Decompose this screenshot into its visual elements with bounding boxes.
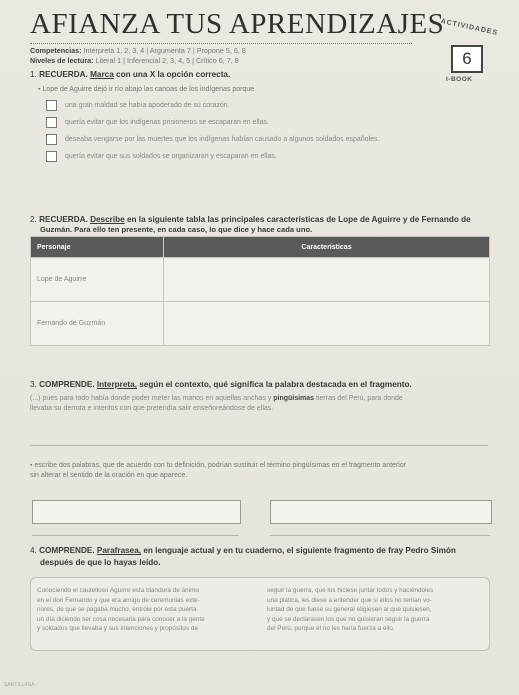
passage-line: en el don Fernando y que era amigo de ceremonias exte- <box>37 596 200 604</box>
q1-prompt-verb: Marca <box>90 70 114 79</box>
highlighted-word: pingüísimas <box>273 395 315 402</box>
q1-option[interactable] <box>46 117 269 128</box>
table-cell-personaje: Lope de Aguirre <box>31 258 164 302</box>
q3-action: COMPRENDE. <box>39 380 95 389</box>
table-cell-caracteristicas-input[interactable] <box>164 302 490 346</box>
passage-right-column <box>267 586 433 634</box>
word-answer-box-2[interactable] <box>270 500 492 524</box>
q2-prompt-verb: Describe <box>90 215 125 224</box>
answer-line[interactable] <box>30 445 488 446</box>
publisher-mark: SANTILLANA <box>4 682 35 688</box>
answer-line[interactable] <box>32 535 239 536</box>
table-row <box>31 302 490 346</box>
competencias-label: Competencias: <box>30 46 82 55</box>
table-row <box>31 258 490 302</box>
q2-number: 2. <box>30 215 37 224</box>
competencias-text: Interpreta 1, 2, 3, 4 | Argumenta 7 | Propone 5, 6, 8 <box>83 46 246 55</box>
passage-line: y soldados que llevaba y sus intenciones y propósitos de <box>37 625 198 633</box>
q3-prompt: según el contexto, qué significa la palabra destacada en el fragmento. <box>139 380 412 389</box>
q3-number: 3. <box>30 380 37 389</box>
q2-action: RECUERDA. <box>39 215 88 224</box>
table-cell-personaje: Fernando de Guzmán <box>31 302 164 346</box>
q4-prompt-line2: después de que lo hayas leído. <box>40 558 161 567</box>
q2-prompt-line2: Guzmán. Para ello ten presente, en cada caso, lo que dice y hace cada uno. <box>40 225 313 234</box>
excerpt-line2: llevaba su derrota e intentos con que pretendía salir enseñoreándose de ellas. <box>30 405 274 412</box>
q2-heading-line2 <box>40 225 312 234</box>
table-cell-caracteristicas-input[interactable] <box>164 258 490 302</box>
title-divider <box>30 43 412 44</box>
q2-prompt: en la siguiente tabla las principales características de Lope de Aguirre y de Fernando de <box>126 215 471 224</box>
competencias-line <box>30 46 246 55</box>
niveles-line <box>30 56 239 65</box>
characters-table <box>30 236 490 346</box>
checkbox[interactable] <box>46 151 57 162</box>
q1-option-text: quería evitar que los indígenas prisioneros se escaparan en ellas. <box>65 119 269 126</box>
q4-action: COMPRENDE. <box>39 546 95 555</box>
passage-line: del Perú, porque él no les haría fuerza a ello. <box>267 625 395 633</box>
q1-statement-text: Lope de Aguirre dejó ir río abajo las canoas de los indígenas porque <box>42 86 255 93</box>
q1-option[interactable] <box>46 100 230 111</box>
niveles-text: Literal 1 | Inferencial 2, 3, 4, 5 | Crítico 6, 7, 8 <box>95 56 239 65</box>
passage-line: un día diciendo ser cosa necesaria para conocer a la gente <box>37 615 205 623</box>
passage-line: seguir la guerra, que los hiciese juntar todos y haciéndoles <box>267 587 434 594</box>
q1-number: 1. <box>30 70 37 79</box>
excerpt-before: (...) pues para todo había donde poder meter las manos en aquellas anchas y <box>30 395 272 402</box>
q4-prompt-verb: Parafrasea, <box>96 546 142 555</box>
bullet-icon: ▪ <box>38 86 41 93</box>
q4-prompt: en lenguaje actual y en tu cuaderno, el siguiente fragmento de fray Pedro Simón <box>143 546 456 555</box>
badge-book: I-BOOK <box>446 76 473 83</box>
passage-line: una plática, les diese a entender que si ellos no tenían vo- <box>267 596 432 604</box>
passage-line: riores, de que se pagaba mucho, entróle por esta puerta <box>37 606 197 614</box>
checkbox[interactable] <box>46 134 57 145</box>
checkbox[interactable] <box>46 100 57 111</box>
excerpt-after: tierras del Perú, para donde <box>316 395 403 402</box>
passage-line: luntad de que fuese su general eligiesen al que quisiesen, <box>267 606 432 614</box>
passage-left-column <box>37 586 205 634</box>
bullet-icon: ▪ <box>30 462 33 469</box>
activities-badge <box>439 17 500 86</box>
q3-heading <box>30 380 412 389</box>
q4-heading <box>30 546 456 555</box>
answer-line[interactable] <box>270 535 490 536</box>
q3-prompt-verb: Interpreta, <box>96 380 137 389</box>
q2-heading <box>30 215 471 224</box>
q1-option-text: deseaba vengarse por las muertes que los indígenas habían causado a algunos soldados españoles. <box>65 136 380 143</box>
q3-subprompt <box>30 462 406 469</box>
word-answer-box-1[interactable] <box>32 500 241 524</box>
q1-heading <box>30 70 230 79</box>
page-title: AFIANZA TUS APRENDIZAJES <box>30 8 445 40</box>
q1-option[interactable] <box>46 134 379 145</box>
q3-subprompt-line2: sin alterar el sentido de la oración en que aparece. <box>30 472 188 479</box>
q1-option-text: quería evitar que sus soldados se organizaran y escaparan en ellas. <box>65 153 277 160</box>
q3-subprompt-text: escribe dos palabras, que de acuerdo con tu definición, podrían sustituir el término pingüísimas en el fragmento anterior <box>34 462 407 469</box>
simon-passage <box>30 577 490 651</box>
table-header-personaje: Personaje <box>31 237 164 258</box>
q3-excerpt <box>30 394 480 414</box>
q1-prompt: con una X la opción correcta. <box>116 70 231 79</box>
badge-label: ACTIVIDADES <box>439 17 499 38</box>
q1-option-text: una gran maldad se había apoderado de su corazón. <box>65 102 230 109</box>
passage-line: Conociendo el cautelloso Aguirre esta blandura de ánimo <box>37 587 200 594</box>
niveles-label: Niveles de lectura: <box>30 56 94 65</box>
checkbox[interactable] <box>46 117 57 128</box>
badge-number: 6 <box>451 45 483 73</box>
q4-heading-line2 <box>40 558 161 567</box>
table-header-caracteristicas: Características <box>164 237 490 258</box>
q1-statement <box>38 86 254 93</box>
q4-number: 4. <box>30 546 37 555</box>
passage-line: y que se declarasen los que no quisieran seguir la guerra <box>267 615 430 623</box>
q1-action: RECUERDA. <box>39 70 88 79</box>
q1-option[interactable] <box>46 151 277 162</box>
